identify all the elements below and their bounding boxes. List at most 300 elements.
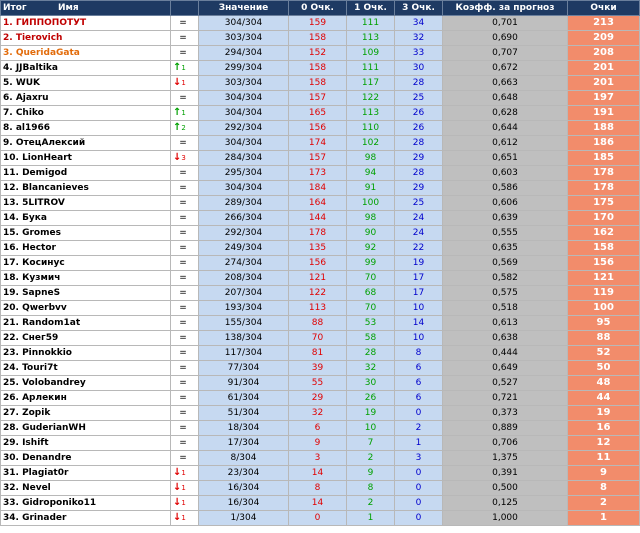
rank-change (171, 31, 199, 46)
value-cell: 304/304 (199, 181, 289, 196)
coef-cell: 0,701 (443, 16, 568, 31)
coef-cell: 0,644 (443, 121, 568, 136)
player-name: 21. Random1at (1, 316, 171, 331)
three-points-cell: 24 (395, 211, 443, 226)
player-name: 27. Zopik (1, 406, 171, 421)
player-name: 26. Арлекин (1, 391, 171, 406)
value-cell: 294/304 (199, 46, 289, 61)
one-point-cell: 111 (347, 61, 395, 76)
coef-cell: 0,444 (443, 346, 568, 361)
points-cell: 121 (568, 271, 640, 286)
points-cell: 191 (568, 106, 640, 121)
equal-sign: = (179, 408, 187, 418)
rank-change (171, 76, 199, 91)
coef-cell: 0,555 (443, 226, 568, 241)
rank-change (171, 46, 199, 61)
zero-points-cell: 121 (289, 271, 347, 286)
table-row (1, 76, 640, 91)
equal-sign: = (179, 258, 187, 268)
rank-delta: 1 (181, 514, 186, 522)
value-cell: 193/304 (199, 301, 289, 316)
points-cell: 158 (568, 241, 640, 256)
one-point-cell: 100 (347, 196, 395, 211)
three-points-cell: 17 (395, 271, 443, 286)
rank-delta: 1 (181, 499, 186, 507)
value-cell: 61/304 (199, 391, 289, 406)
table-row (1, 256, 640, 271)
three-points-cell: 6 (395, 361, 443, 376)
arrow-down-icon: ↓ (173, 77, 182, 88)
arrow-down-icon: ↓ (173, 482, 182, 493)
rank-delta: 1 (181, 109, 186, 117)
coef-cell: 0,628 (443, 106, 568, 121)
one-point-cell: 98 (347, 151, 395, 166)
rank-change (171, 91, 199, 106)
three-points-cell: 26 (395, 121, 443, 136)
zero-points-cell: 156 (289, 121, 347, 136)
rank-change (171, 496, 199, 511)
zero-points-cell: 156 (289, 256, 347, 271)
zero-points-cell: 88 (289, 316, 347, 331)
player-name: 15. Gromes (1, 226, 171, 241)
coef-cell: 0,707 (443, 46, 568, 61)
one-point-cell: 26 (347, 391, 395, 406)
rank-change (171, 271, 199, 286)
rank-change (171, 466, 199, 481)
equal-sign: = (179, 438, 187, 448)
zero-points-cell: 113 (289, 301, 347, 316)
rank-change (171, 286, 199, 301)
value-cell: 8/304 (199, 451, 289, 466)
table-row (1, 481, 640, 496)
value-cell: 304/304 (199, 91, 289, 106)
three-points-cell: 26 (395, 106, 443, 121)
player-name: 9. ОтецАлексий (1, 136, 171, 151)
value-cell: 17/304 (199, 436, 289, 451)
table-row (1, 91, 640, 106)
value-cell: 249/304 (199, 241, 289, 256)
player-name: 30. Denandre (1, 451, 171, 466)
arrow-up-icon: ↑ (173, 122, 182, 133)
three-points-cell: 0 (395, 511, 443, 526)
coef-cell: 0,606 (443, 196, 568, 211)
rank-change (171, 256, 199, 271)
table-row (1, 406, 640, 421)
coef-cell: 0,649 (443, 361, 568, 376)
table-row (1, 451, 640, 466)
player-name: 33. Gidroponiko11 (1, 496, 171, 511)
zero-points-cell: 14 (289, 466, 347, 481)
header-itog: Итог (3, 3, 27, 13)
player-name: 10. LionHeart (1, 151, 171, 166)
rank-change (171, 241, 199, 256)
one-point-cell: 19 (347, 406, 395, 421)
header-name: Имя (57, 3, 79, 13)
coef-cell: 0,635 (443, 241, 568, 256)
table-row (1, 151, 640, 166)
value-cell: 303/304 (199, 76, 289, 91)
rank-change (171, 361, 199, 376)
zero-points-cell: 9 (289, 436, 347, 451)
points-cell: 186 (568, 136, 640, 151)
rank-change (171, 151, 199, 166)
coef-cell: 0,706 (443, 436, 568, 451)
three-points-cell: 32 (395, 31, 443, 46)
rank-change (171, 421, 199, 436)
one-point-cell: 2 (347, 451, 395, 466)
points-cell: 201 (568, 61, 640, 76)
equal-sign: = (179, 183, 187, 193)
points-cell: 95 (568, 316, 640, 331)
arrow-down-icon: ↓ (173, 497, 182, 508)
one-point-cell: 94 (347, 166, 395, 181)
value-cell: 18/304 (199, 421, 289, 436)
player-name: 18. Кузмич (1, 271, 171, 286)
points-cell: 48 (568, 376, 640, 391)
equal-sign: = (179, 93, 187, 103)
coef-cell: 0,586 (443, 181, 568, 196)
zero-points-cell: 32 (289, 406, 347, 421)
zero-points-cell: 152 (289, 46, 347, 61)
one-point-cell: 109 (347, 46, 395, 61)
zero-points-cell: 14 (289, 496, 347, 511)
value-cell: 16/304 (199, 481, 289, 496)
table-row (1, 421, 640, 436)
value-cell: 77/304 (199, 361, 289, 376)
equal-sign: = (179, 348, 187, 358)
rank-change (171, 211, 199, 226)
equal-sign: = (179, 288, 187, 298)
value-cell: 274/304 (199, 256, 289, 271)
rank-change (171, 436, 199, 451)
three-points-cell: 33 (395, 46, 443, 61)
rank-change (171, 301, 199, 316)
header-one: 1 Очк. (347, 1, 395, 16)
table-row (1, 286, 640, 301)
value-cell: 303/304 (199, 31, 289, 46)
value-cell: 304/304 (199, 106, 289, 121)
table-row (1, 166, 640, 181)
one-point-cell: 58 (347, 331, 395, 346)
coef-cell: 0,373 (443, 406, 568, 421)
coef-cell: 0,527 (443, 376, 568, 391)
equal-sign: = (179, 423, 187, 433)
player-name: 11. Demigod (1, 166, 171, 181)
rank-change (171, 376, 199, 391)
points-cell: 16 (568, 421, 640, 436)
points-cell: 52 (568, 346, 640, 361)
three-points-cell: 28 (395, 166, 443, 181)
header-coef: Коэфф. за прогноз (443, 1, 568, 16)
points-cell: 44 (568, 391, 640, 406)
table-row (1, 16, 640, 31)
zero-points-cell: 157 (289, 151, 347, 166)
player-name: 29. Ishift (1, 436, 171, 451)
value-cell: 284/304 (199, 151, 289, 166)
three-points-cell: 25 (395, 91, 443, 106)
three-points-cell: 14 (395, 316, 443, 331)
player-name: 12. Blancanieves (1, 181, 171, 196)
one-point-cell: 8 (347, 481, 395, 496)
coef-cell: 0,125 (443, 496, 568, 511)
player-name: 8. al1966 (1, 121, 171, 136)
equal-sign: = (179, 333, 187, 343)
table-row (1, 346, 640, 361)
table-row (1, 466, 640, 481)
arrow-down-icon: ↓ (173, 512, 182, 523)
value-cell: 266/304 (199, 211, 289, 226)
one-point-cell: 113 (347, 106, 395, 121)
coef-cell: 0,638 (443, 331, 568, 346)
three-points-cell: 3 (395, 451, 443, 466)
three-points-cell: 17 (395, 286, 443, 301)
player-name: 2. Tierovich (1, 31, 171, 46)
one-point-cell: 99 (347, 256, 395, 271)
points-cell: 119 (568, 286, 640, 301)
header-change (171, 1, 199, 16)
player-name: 32. Nevel (1, 481, 171, 496)
one-point-cell: 122 (347, 91, 395, 106)
three-points-cell: 34 (395, 16, 443, 31)
three-points-cell: 19 (395, 256, 443, 271)
table-row (1, 391, 640, 406)
points-cell: 162 (568, 226, 640, 241)
player-name: 17. Косинус (1, 256, 171, 271)
one-point-cell: 111 (347, 16, 395, 31)
three-points-cell: 6 (395, 376, 443, 391)
zero-points-cell: 0 (289, 511, 347, 526)
one-point-cell: 68 (347, 286, 395, 301)
coef-cell: 0,575 (443, 286, 568, 301)
one-point-cell: 90 (347, 226, 395, 241)
player-name: 13. 5LITROV (1, 196, 171, 211)
rank-change (171, 481, 199, 496)
equal-sign: = (179, 228, 187, 238)
points-cell: 213 (568, 16, 640, 31)
one-point-cell: 98 (347, 211, 395, 226)
coef-cell: 0,672 (443, 61, 568, 76)
zero-points-cell: 157 (289, 91, 347, 106)
value-cell: 51/304 (199, 406, 289, 421)
one-point-cell: 10 (347, 421, 395, 436)
value-cell: 292/304 (199, 226, 289, 241)
rank-change (171, 451, 199, 466)
equal-sign: = (179, 273, 187, 283)
player-name: 34. Grinader (1, 511, 171, 526)
table-row (1, 271, 640, 286)
points-cell: 11 (568, 451, 640, 466)
coef-cell: 0,663 (443, 76, 568, 91)
rank-change (171, 136, 199, 151)
table-row (1, 121, 640, 136)
three-points-cell: 30 (395, 61, 443, 76)
value-cell: 16/304 (199, 496, 289, 511)
table-row (1, 106, 640, 121)
points-cell: 8 (568, 481, 640, 496)
equal-sign: = (179, 198, 187, 208)
arrow-up-icon: ↑ (173, 107, 182, 118)
zero-points-cell: 165 (289, 106, 347, 121)
value-cell: 292/304 (199, 121, 289, 136)
coef-cell: 0,651 (443, 151, 568, 166)
value-cell: 155/304 (199, 316, 289, 331)
player-name: 24. Touri7t (1, 361, 171, 376)
header-three: 3 Очк. (395, 1, 443, 16)
zero-points-cell: 184 (289, 181, 347, 196)
value-cell: 304/304 (199, 136, 289, 151)
points-cell: 175 (568, 196, 640, 211)
zero-points-cell: 3 (289, 451, 347, 466)
three-points-cell: 1 (395, 436, 443, 451)
zero-points-cell: 158 (289, 61, 347, 76)
three-points-cell: 29 (395, 181, 443, 196)
equal-sign: = (179, 213, 187, 223)
coef-cell: 0,582 (443, 271, 568, 286)
table-row (1, 136, 640, 151)
points-cell: 50 (568, 361, 640, 376)
rank-delta: 1 (181, 469, 186, 477)
player-name: 5. WUK (1, 76, 171, 91)
rank-change (171, 316, 199, 331)
one-point-cell: 9 (347, 466, 395, 481)
one-point-cell: 28 (347, 346, 395, 361)
table-row (1, 61, 640, 76)
rank-delta: 3 (181, 154, 186, 162)
value-cell: 91/304 (199, 376, 289, 391)
coef-cell: 0,639 (443, 211, 568, 226)
points-cell: 197 (568, 91, 640, 106)
value-cell: 23/304 (199, 466, 289, 481)
points-cell: 156 (568, 256, 640, 271)
header-itog-name (1, 1, 171, 16)
one-point-cell: 91 (347, 181, 395, 196)
three-points-cell: 0 (395, 496, 443, 511)
table-row (1, 511, 640, 526)
table-row (1, 361, 640, 376)
zero-points-cell: 122 (289, 286, 347, 301)
one-point-cell: 2 (347, 496, 395, 511)
table-row (1, 181, 640, 196)
player-name: 3. QueridaGata (1, 46, 171, 61)
three-points-cell: 24 (395, 226, 443, 241)
three-points-cell: 22 (395, 241, 443, 256)
one-point-cell: 70 (347, 301, 395, 316)
three-points-cell: 2 (395, 421, 443, 436)
coef-cell: 0,603 (443, 166, 568, 181)
zero-points-cell: 178 (289, 226, 347, 241)
player-name: 23. Pinnokkio (1, 346, 171, 361)
points-cell: 100 (568, 301, 640, 316)
points-cell: 178 (568, 166, 640, 181)
equal-sign: = (179, 48, 187, 58)
three-points-cell: 29 (395, 151, 443, 166)
zero-points-cell: 39 (289, 361, 347, 376)
player-name: 4. JJBaltika (1, 61, 171, 76)
coef-cell: 1,000 (443, 511, 568, 526)
three-points-cell: 0 (395, 406, 443, 421)
rank-change (171, 166, 199, 181)
table-row (1, 436, 640, 451)
value-cell: 299/304 (199, 61, 289, 76)
one-point-cell: 53 (347, 316, 395, 331)
coef-cell: 0,721 (443, 391, 568, 406)
coef-cell: 0,889 (443, 421, 568, 436)
equal-sign: = (179, 318, 187, 328)
value-cell: 1/304 (199, 511, 289, 526)
zero-points-cell: 158 (289, 31, 347, 46)
value-cell: 289/304 (199, 196, 289, 211)
player-name: 7. Chiko (1, 106, 171, 121)
one-point-cell: 113 (347, 31, 395, 46)
coef-cell: 0,690 (443, 31, 568, 46)
standings-body (1, 16, 640, 526)
one-point-cell: 30 (347, 376, 395, 391)
zero-points-cell: 81 (289, 346, 347, 361)
one-point-cell: 7 (347, 436, 395, 451)
zero-points-cell: 135 (289, 241, 347, 256)
points-cell: 12 (568, 436, 640, 451)
rank-change (171, 121, 199, 136)
rank-change (171, 331, 199, 346)
one-point-cell: 102 (347, 136, 395, 151)
three-points-cell: 28 (395, 76, 443, 91)
player-name: 20. Qwerbvv (1, 301, 171, 316)
points-cell: 188 (568, 121, 640, 136)
header-value: Значение (199, 1, 289, 16)
coef-cell: 0,613 (443, 316, 568, 331)
points-cell: 185 (568, 151, 640, 166)
player-name: 14. Бука (1, 211, 171, 226)
zero-points-cell: 173 (289, 166, 347, 181)
zero-points-cell: 158 (289, 76, 347, 91)
equal-sign: = (179, 168, 187, 178)
value-cell: 304/304 (199, 16, 289, 31)
coef-cell: 0,391 (443, 466, 568, 481)
points-cell: 170 (568, 211, 640, 226)
value-cell: 295/304 (199, 166, 289, 181)
zero-points-cell: 174 (289, 136, 347, 151)
table-row (1, 226, 640, 241)
points-cell: 1 (568, 511, 640, 526)
one-point-cell: 70 (347, 271, 395, 286)
value-cell: 138/304 (199, 331, 289, 346)
equal-sign: = (179, 393, 187, 403)
player-name: 1. ГИППОПОТУТ (1, 16, 171, 31)
equal-sign: = (179, 303, 187, 313)
rank-change (171, 181, 199, 196)
three-points-cell: 10 (395, 301, 443, 316)
value-cell: 117/304 (199, 346, 289, 361)
points-cell: 9 (568, 466, 640, 481)
coef-cell: 0,612 (443, 136, 568, 151)
points-cell: 201 (568, 76, 640, 91)
player-name: 19. SapneS (1, 286, 171, 301)
points-cell: 178 (568, 181, 640, 196)
rank-delta: 1 (181, 64, 186, 72)
three-points-cell: 0 (395, 466, 443, 481)
rank-change (171, 106, 199, 121)
player-name: 16. Hector (1, 241, 171, 256)
arrow-down-icon: ↓ (173, 152, 182, 163)
rank-change (171, 391, 199, 406)
zero-points-cell: 70 (289, 331, 347, 346)
table-row (1, 331, 640, 346)
arrow-up-icon: ↑ (173, 62, 182, 73)
rank-change (171, 406, 199, 421)
player-name: 22. Снег59 (1, 331, 171, 346)
points-cell: 88 (568, 331, 640, 346)
points-cell: 209 (568, 31, 640, 46)
